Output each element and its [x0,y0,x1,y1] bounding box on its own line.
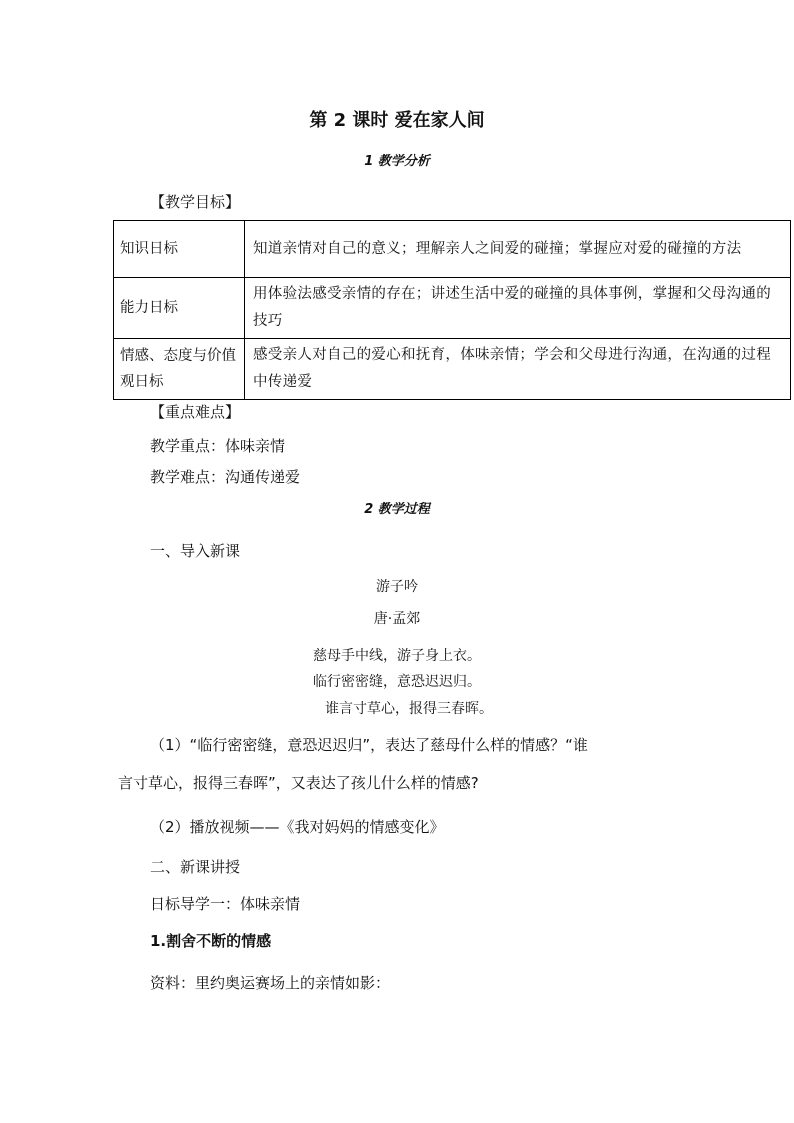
intro-heading: 一、导入新课 [150,542,241,560]
question-1-line-2: 言寸草心，报得三春晖”，又表达了孩儿什么样的情感? [118,774,479,792]
key-point: 教学重点：体味亲情 [150,437,286,455]
question-2: （2）播放视频——《我对妈妈的情感变化》 [150,818,445,836]
goal-value: 用体验法感受亲情的存在；讲述生活中爱的碰撞的具体事例，掌握和父母沟通的技巧 [245,278,791,339]
section-heading-process: 2 教学过程 [364,502,430,517]
table-row [114,221,791,278]
goals-table [113,220,791,400]
goal-value: 感受亲人对自己的爱心和抚育，体味亲情；学会和父母进行沟通，在沟通的过程中传递爱 [245,339,791,400]
poem-line: 谁言寸草心，报得三春晖。 [325,701,493,717]
question-1-line-1: （1）“临行密密缝，意恐迟迟归”，表达了慈母什么样的情感？“谁 [150,736,588,754]
difficult-point: 教学难点：沟通传递爱 [150,468,301,486]
page-title: 第 2 课时 爱在家人间 [309,110,485,131]
target-1: 日标导学一：体味亲情 [150,895,301,913]
poem-line: 慈母手中线，游子身上衣。 [313,648,481,664]
goal-value: 知道亲情对自己的意义；理解亲人之间爱的碰撞；掌握应对爱的碰撞的方法 [245,221,791,278]
poem-author: 唐·孟郊 [373,611,421,627]
subheading-1: 1.割舍不断的情感 [150,932,272,950]
keypoints-heading: 【重点难点】 [150,403,241,421]
section-heading-analysis: 1 教学分析 [364,154,430,169]
poem-line: 临行密密缝，意恐迟迟归。 [313,674,481,690]
material: 资料：里约奥运赛场上的亲情如影： [150,974,391,992]
table-row [114,278,791,339]
poem-title: 游子吟 [376,579,418,595]
goals-heading: 【教学目标】 [150,193,241,211]
goal-key: 知识日标 [114,221,245,278]
goal-key: 情感、态度与价值观日标 [114,339,245,400]
new-lesson-heading: 二、新课讲授 [150,858,241,876]
table-row [114,339,791,400]
goal-key: 能力日标 [114,278,245,339]
